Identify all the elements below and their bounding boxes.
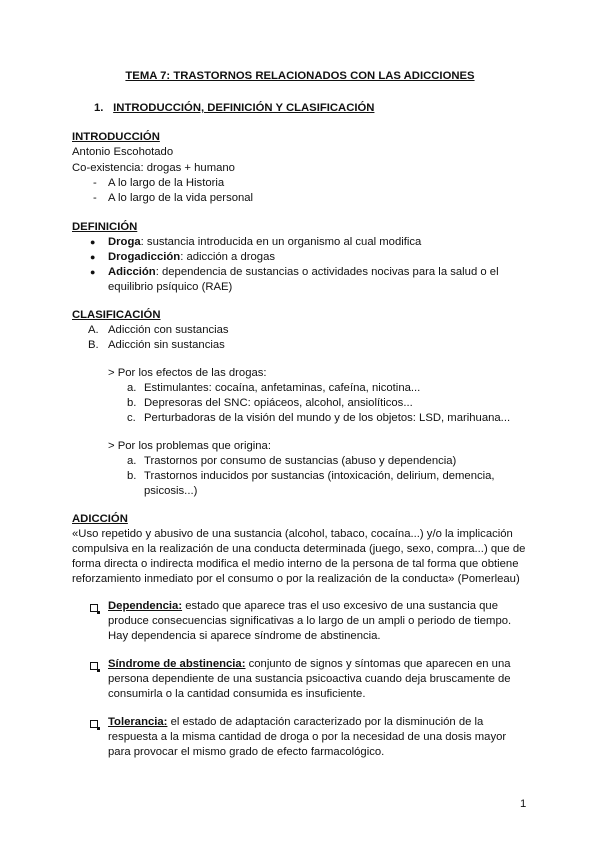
definition-item <box>108 265 499 280</box>
intro-dash-item: A lo largo de la vida personal <box>108 192 254 204</box>
concept-term: Dependencia: <box>108 600 183 612</box>
problemas-heading: > Por los problemas que origina: <box>108 440 271 452</box>
dash-marker: - <box>93 177 97 189</box>
definition-text: : adicción a drogas <box>180 251 276 263</box>
intro-heading: INTRODUCCIÓN <box>72 131 160 143</box>
section-heading <box>94 101 374 116</box>
dash-marker: - <box>93 192 97 204</box>
checkbox-bullet-icon <box>90 604 98 612</box>
problemas-continuation: psicosis...) <box>144 485 198 497</box>
efectos-item: Estimulantes: cocaína, anfetaminas, cafeína, nicotina... <box>144 382 421 394</box>
efectos-item: Perturbadoras de la visión del mundo y de los objetos: LSD, marihuana... <box>144 412 511 424</box>
concept-term: Tolerancia: <box>108 716 168 728</box>
section-number: 1. <box>94 102 104 114</box>
adiccion-heading: ADICCIÓN <box>72 513 128 525</box>
concept-item <box>108 715 528 760</box>
definition-term: Droga <box>108 236 141 248</box>
clasificacion-heading: CLASIFICACIÓN <box>72 309 161 321</box>
list-marker: b. <box>127 397 137 409</box>
concept-text: conjunto de signos y síntomas que aparecen en una persona dependiente de una sustancia psicoactiva cuando deja bruscamente de consumirla o la cantidad consumida es insuficiente. <box>108 658 511 700</box>
problemas-item: Trastornos inducidos por sustancias (intoxicación, delirium, demencia, <box>144 470 495 482</box>
intro-line: Co-existencia: drogas + humano <box>72 162 235 174</box>
efectos-heading: > Por los efectos de las drogas: <box>108 367 267 379</box>
efectos-item: Depresoras del SNC: opiáceos, alcohol, ansiolíticos... <box>144 397 413 409</box>
concept-item <box>108 599 528 644</box>
definicion-heading: DEFINICIÓN <box>72 221 138 233</box>
list-marker: a. <box>127 455 137 467</box>
checkbox-bullet-icon <box>90 720 98 728</box>
clasificacion-item: Adicción sin sustancias <box>108 339 225 351</box>
section-heading-text: INTRODUCCIÓN, DEFINICIÓN Y CLASIFICACIÓN <box>113 102 375 114</box>
problemas-item: Trastornos por consumo de sustancias (abuso y dependencia) <box>144 455 457 467</box>
definition-term: Adicción <box>108 266 156 278</box>
concept-item <box>108 657 528 702</box>
definition-term: Drogadicción <box>108 251 181 263</box>
bullet-icon: ● <box>90 237 96 247</box>
definition-continuation: equilibrio psíquico (RAE) <box>108 281 233 293</box>
intro-dash-item: A lo largo de la Historia <box>108 177 225 189</box>
clasificacion-item: Adicción con sustancias <box>108 324 229 336</box>
definition-text: : dependencia de sustancias o actividades nocivas para la salud o el <box>155 266 499 278</box>
list-marker: c. <box>127 412 136 424</box>
list-marker: B. <box>88 339 99 351</box>
adiccion-quote: «Uso repetido y abusivo de una sustancia (alcohol, tabaco, cocaína...) y/o la implicación compulsiva en la realización de una conducta determinada (juego, sexo, compra...) que de forma directa o indirecta modifica el medio interno de la persona de tal forma que obtiene reforzamiento inmediato por el consumo o por la realización de la conducta» (Pomerleau) <box>72 528 526 585</box>
page-number: 1 <box>520 798 527 810</box>
list-marker: b. <box>127 470 137 482</box>
list-marker: A. <box>88 324 99 336</box>
concept-term: Síndrome de abstinencia: <box>108 658 246 670</box>
definition-item <box>108 235 421 250</box>
bullet-icon: ● <box>90 267 96 277</box>
page-title: TEMA 7: TRASTORNOS RELACIONADOS CON LAS ADICCIONES <box>125 70 475 82</box>
concept-text: el estado de adaptación caracterizado por la disminución de la respuesta a la misma cantidad de droga o por la necesidad de una dosis mayor para provocar el mismo grado de efecto farmacológico. <box>108 716 507 758</box>
bullet-icon: ● <box>90 252 96 262</box>
intro-line: Antonio Escohotado <box>72 146 174 158</box>
definition-text: : sustancia introducida en un organismo al cual modifica <box>140 236 422 248</box>
concept-text: estado que aparece tras el uso excesivo de una sustancia que produce consecuencias significativas a lo largo de un ampli o periodo de tiempo. Hay dependencia si aparece síndrome de abstinencia. <box>108 600 512 642</box>
checkbox-bullet-icon <box>90 662 98 670</box>
definition-item <box>108 250 275 265</box>
list-marker: a. <box>127 382 137 394</box>
